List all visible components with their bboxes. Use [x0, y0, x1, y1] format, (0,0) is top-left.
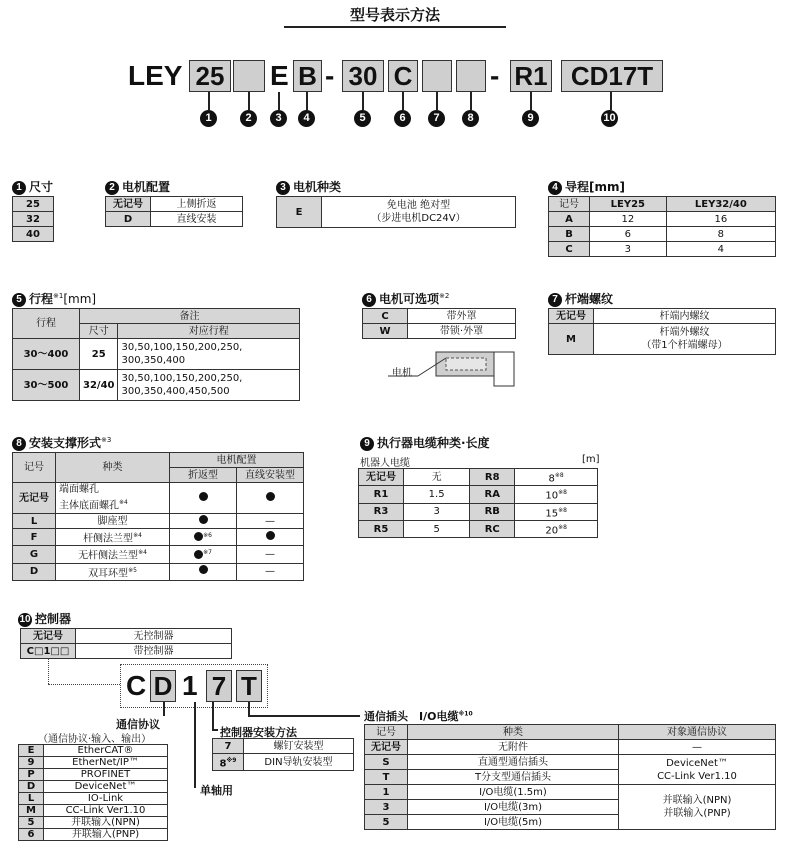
title-underline — [284, 26, 506, 28]
section-motor-type-title: 3 电机种类 — [276, 178, 341, 195]
dot-icon — [266, 531, 275, 540]
marker-line — [248, 92, 250, 110]
marker-line — [470, 92, 472, 110]
marker-6: 6 — [394, 110, 411, 127]
model-prefix: LEY — [128, 60, 183, 91]
size-40: 40 — [13, 227, 54, 242]
marker-8: 8 — [462, 110, 479, 127]
code-box-lead: B — [293, 60, 322, 92]
marker-10: 10 — [601, 110, 618, 127]
marker-4: 4 — [298, 110, 315, 127]
code-box-rod-thread — [422, 60, 452, 92]
section-rod-thread-title: 7 杆端螺纹 — [548, 290, 613, 307]
code-c: C — [126, 670, 147, 701]
plug-table: 记号 种类 对象通信协议 无记号 无附件 — S 直通型通信插头 DeviceNet™ CC-Link Ver1.10 T T分支型通信插头 1 I/O电缆(1.5m) 并联输入(NPN) 并联输入(PNP) 3 I/O电缆(3m) 5 I/O电缆(5m) — [364, 724, 776, 830]
section-motor-option-title: 6 电机可选项$^{※2}$ — [362, 290, 449, 307]
dot-icon — [199, 492, 208, 501]
marker-line — [208, 92, 210, 110]
marker-line — [530, 92, 532, 110]
page-title: 型号表示方法 — [349, 6, 440, 24]
lead-table: 记号 LEY25 LEY32/40 A 12 16 B 6 8 C 3 4 — [548, 196, 776, 257]
marker-1: 1 — [200, 110, 217, 127]
code-dash-1: - — [325, 60, 335, 91]
section-stroke-title: 5 行程$^{※1}$[mm] — [12, 290, 96, 307]
marker-line — [362, 92, 364, 110]
code-box-plug: T — [236, 670, 262, 702]
cable-table: 无记号 无 R8 8$^{※8}$ R1 1.5 RA 10$^{※8}$ R3 3 RB 15$^{※8}$ R5 5 RC 20$^{※8}$ — [358, 468, 598, 538]
section-lead-title: 4 导程[mm] — [548, 178, 625, 195]
rod-thread-table: 无记号 杆端内螺纹 M 杆端外螺纹 （带1个杆端螺母） — [548, 308, 776, 355]
mount-table: 记号 种类 电机配置 折返型 直线安装型 无记号 端面螺孔 主体底面螺孔$^{※4}$ L 脚座型 — F 杆侧法兰型$^{※4}$ $^{※6}$ G 无杆侧法兰型$^{※4}$ $^{※7}$ — D 双耳环型$^{※5}$ — — [12, 452, 304, 581]
marker-line — [402, 92, 404, 110]
code-box-mount-method: 7 — [206, 670, 232, 702]
connector-line — [48, 684, 120, 685]
comm-sub: （通信协议·输入、输出） — [38, 734, 152, 745]
size-25: 25 — [13, 197, 54, 212]
code-box-comm: D — [150, 670, 176, 702]
marker-7: 7 — [428, 110, 445, 127]
marker-2: 2 — [240, 110, 257, 127]
plug-label: 通信插头 I/O电缆$^{※10}$ — [364, 710, 473, 723]
marker-line — [278, 92, 280, 110]
mount-label: 控制器安装方法 — [220, 726, 297, 739]
cable-unit: [m] — [582, 454, 600, 465]
dot-icon — [194, 532, 203, 541]
dot-icon — [199, 515, 208, 524]
marker-5: 5 — [354, 110, 371, 127]
section-size-title: 1 尺寸 — [12, 178, 53, 195]
code-box-motor-option: C — [388, 60, 418, 92]
code-box-stroke: 30 — [342, 60, 384, 92]
code-dash-2: - — [490, 60, 500, 91]
marker-line — [436, 92, 438, 110]
section-motor-config-title: 2 电机配置 — [105, 178, 170, 195]
dot-icon — [199, 565, 208, 574]
size-32: 32 — [13, 212, 54, 227]
comm-label: 通信协议 — [116, 718, 160, 731]
motor-label: 电机 — [392, 368, 412, 379]
code-box-motor-config — [233, 60, 265, 92]
code-motor-type: E — [270, 60, 289, 91]
dot-icon — [194, 550, 203, 559]
mount-method-table: 7 螺钉安装型 8$^{※9}$ DIN导轨安装型 — [212, 738, 354, 771]
motor-type-table: E 免电池 绝对型 （步进电机DC24V） — [276, 196, 516, 228]
code-box-controller: CD17T — [561, 60, 663, 92]
section-cable-title: 9 执行器电缆种类·长度 — [360, 434, 490, 451]
comm-table: E EtherCAT® 9 EtherNet/IP™ P PROFINET D DeviceNet™ L IO-Link M CC-Link Ver1.10 5 并联输入(NPN) 6 并联输入(PNP) — [18, 744, 168, 841]
code-1: 1 — [182, 670, 198, 701]
section-mount-title: 8 安装支撑形式$^{※3}$ — [12, 434, 111, 451]
marker-line — [306, 92, 308, 110]
dot-icon — [266, 492, 275, 501]
single-axis-label: 单轴用 — [200, 784, 233, 797]
connector-line — [48, 658, 49, 684]
code-box-cable: R1 — [510, 60, 552, 92]
controller-table: 无记号 无控制器 C□1□□ 带控制器 — [20, 628, 232, 659]
motor-option-table: C 带外罩 W 带锁·外罩 — [362, 308, 516, 339]
marker-3: 3 — [270, 110, 287, 127]
marker-line — [610, 92, 612, 110]
code-box-size: 25 — [189, 60, 231, 92]
motor-config-table: 无记号 上侧折返 D 直线安装 — [105, 196, 243, 227]
cable-subtitle: 机器人电缆 — [360, 458, 410, 469]
size-table — [12, 196, 54, 242]
marker-9: 9 — [522, 110, 539, 127]
section-controller-title: 10 控制器 — [19, 612, 72, 626]
code-box-mount — [456, 60, 486, 92]
stroke-table: 行程 备注 尺寸 对应行程 30～400 25 30,50,100,150,200,250, 300,350,400 30～500 32/40 30,50,100,150,200,250, 300,350,400,450,500 — [12, 308, 300, 401]
